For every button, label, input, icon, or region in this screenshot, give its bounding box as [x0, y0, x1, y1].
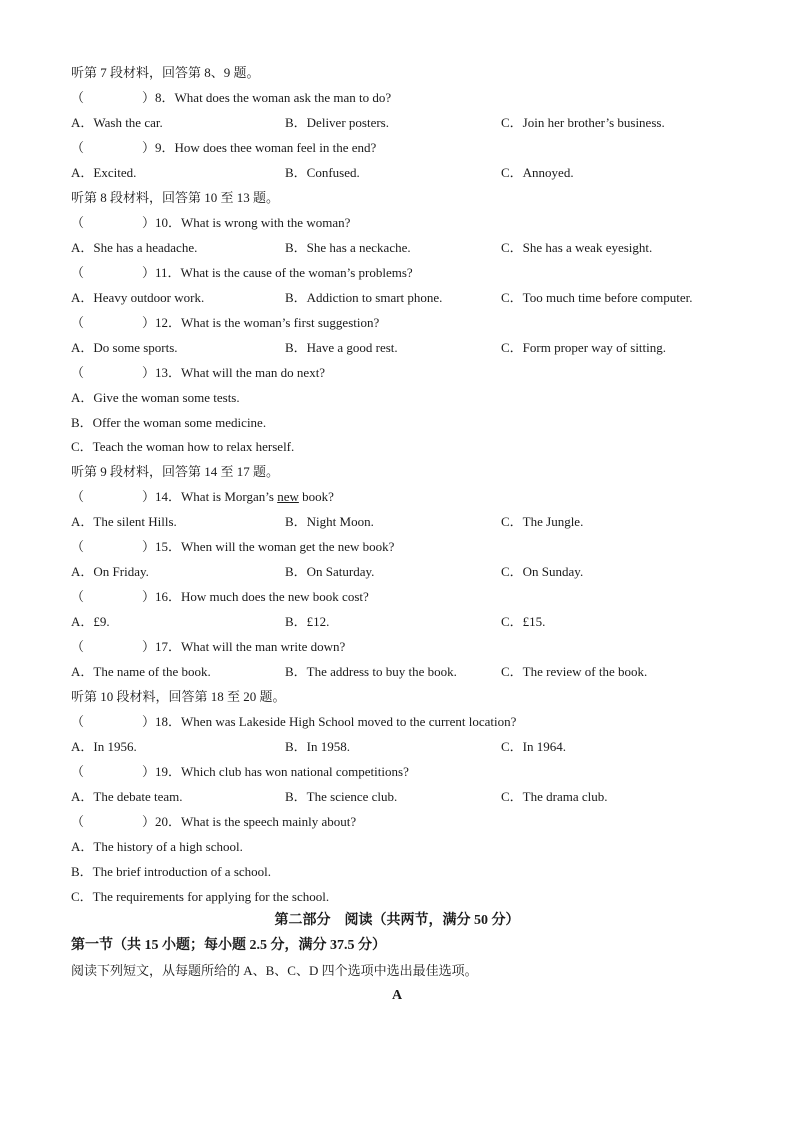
question-number: ）8．	[142, 90, 175, 105]
question-11	[71, 263, 413, 283]
answer-paren: （	[71, 764, 85, 779]
option-c: C．£15.	[501, 614, 546, 629]
option-a: A．She has a headache.	[71, 240, 198, 255]
option-a: A．On Friday.	[71, 564, 149, 579]
question-number: ）11．	[142, 265, 181, 280]
question-number: ）9．	[142, 140, 175, 155]
question-13-option-b	[71, 413, 266, 433]
option-a: A．The history of a high school.	[71, 839, 243, 854]
option-b: B．Night Moon.	[285, 514, 374, 529]
section-heading-8	[71, 188, 279, 208]
option-a: A．Wash the car.	[71, 115, 163, 130]
question-stem: What is the cause of the woman’s problems?	[180, 265, 413, 280]
question-20-option-b	[71, 862, 271, 882]
option-c: C．Join her brother’s business.	[501, 115, 665, 130]
question-stem: When was Lakeside High School moved to the current location?	[181, 714, 517, 729]
answer-paren: （	[71, 90, 85, 105]
option-c: C．Teach the woman how to relax herself.	[71, 439, 295, 454]
answer-paren: （	[71, 215, 85, 230]
question-stem: What will the man write down?	[181, 639, 346, 654]
instruction-text: 阅读下列短文，从每题所给的 A、B、C、D 四个选项中选出最佳选项。	[71, 963, 478, 978]
reading-instruction	[71, 961, 478, 981]
option-b: B．The brief introduction of a school.	[71, 864, 272, 879]
question-12	[71, 313, 379, 333]
question-16	[71, 587, 369, 607]
option-a: A．The name of the book.	[71, 664, 211, 679]
question-number: ）12．	[142, 315, 182, 330]
section-heading-10	[71, 687, 286, 707]
question-number: ）13．	[142, 365, 182, 380]
option-b: B．Deliver posters.	[285, 115, 389, 130]
question-number: ）18．	[142, 714, 182, 729]
option-b: B．Have a good rest.	[285, 340, 398, 355]
option-c: C．The Jungle.	[501, 514, 584, 529]
option-c: C．In 1964.	[501, 739, 567, 754]
answer-paren: （	[71, 140, 85, 155]
part-two-title: 第二部分 阅读（共两节，满分 50 分）	[274, 913, 520, 928]
option-a: A．The debate team.	[71, 789, 183, 804]
option-a: A．Excited.	[71, 165, 137, 180]
option-b: B．Confused.	[285, 165, 360, 180]
question-stem: What is the woman’s first suggestion?	[181, 315, 380, 330]
section-title-text: 第一节（共 15 小题；每小题 2.5 分，满分 37.5 分）	[71, 938, 386, 953]
option-b: B．Offer the woman some medicine.	[71, 415, 267, 430]
option-b: B．£12.	[285, 614, 330, 629]
section-heading-9	[71, 462, 279, 482]
heading-text: 听第 8 段材料，回答第 10 至 13 题。	[71, 190, 280, 205]
question-19	[71, 762, 409, 782]
heading-text: 听第 9 段材料，回答第 14 至 17 题。	[71, 464, 280, 479]
option-b: B．The address to buy the book.	[285, 664, 457, 679]
question-number: ）10．	[142, 215, 182, 230]
heading-text: 听第 7 段材料，回答第 8、9 题。	[71, 65, 260, 80]
question-20	[71, 812, 356, 832]
option-b: B．The science club.	[285, 789, 398, 804]
option-c: C．Too much time before computer.	[501, 290, 693, 305]
answer-paren: （	[71, 639, 85, 654]
option-a: A．In 1956.	[71, 739, 137, 754]
answer-paren: （	[71, 589, 85, 604]
underlined-word: new	[277, 489, 299, 504]
question-stem-end: book?	[298, 489, 334, 504]
answer-paren: （	[71, 365, 85, 380]
option-c: C．The requirements for applying for the school.	[71, 889, 330, 904]
question-13-option-a	[71, 388, 240, 408]
answer-paren: （	[71, 315, 85, 330]
question-14	[71, 487, 334, 507]
question-13	[71, 363, 325, 383]
option-b: B．On Saturday.	[285, 564, 375, 579]
option-c: C．The review of the book.	[501, 664, 648, 679]
question-13-option-c	[71, 437, 294, 457]
question-number: ）15．	[142, 539, 182, 554]
question-20-option-a	[71, 837, 243, 857]
option-b: B．In 1958.	[285, 739, 351, 754]
section-one-title	[71, 936, 386, 956]
question-stem: What is wrong with the woman?	[181, 215, 351, 230]
option-b: B．She has a neckache.	[285, 240, 411, 255]
answer-paren: （	[71, 539, 85, 554]
heading-text: 听第 10 段材料，回答第 18 至 20 题。	[71, 689, 286, 704]
question-stem: What will the man do next?	[181, 365, 326, 380]
option-c: C．The drama club.	[501, 789, 608, 804]
question-20-option-c	[71, 887, 329, 907]
question-stem: Which club has won national competitions?	[181, 764, 409, 779]
question-18	[71, 712, 516, 732]
question-number: ）17．	[142, 639, 182, 654]
question-stem: When will the woman get the new book?	[181, 539, 395, 554]
answer-paren: （	[71, 814, 85, 829]
question-15	[71, 537, 394, 557]
question-stem: What does the woman ask the man to do?	[174, 90, 392, 105]
question-number: ）19．	[142, 764, 182, 779]
section-heading-7	[71, 63, 260, 83]
answer-paren: （	[71, 265, 85, 280]
option-a: A．The silent Hills.	[71, 514, 177, 529]
option-a: A．Do some sports.	[71, 340, 178, 355]
answer-paren: （	[71, 714, 85, 729]
question-9	[71, 138, 376, 158]
option-c: C．On Sunday.	[501, 564, 584, 579]
option-b: B．Addiction to smart phone.	[285, 290, 443, 305]
question-number: ）14．	[142, 489, 182, 504]
option-c: C．Form proper way of sitting.	[501, 340, 667, 355]
question-10	[71, 213, 350, 233]
option-a: A．Heavy outdoor work.	[71, 290, 205, 305]
question-stem: How does thee woman feel in the end?	[174, 140, 377, 155]
question-17	[71, 637, 345, 657]
question-stem: What is the speech mainly about?	[181, 814, 357, 829]
question-number: ）20．	[142, 814, 182, 829]
option-a: A．Give the woman some tests.	[71, 390, 240, 405]
option-c: C．She has a weak eyesight.	[501, 240, 653, 255]
question-stem: How much does the new book cost?	[181, 589, 369, 604]
question-number: ）16．	[142, 589, 182, 604]
option-a: A．£9.	[71, 614, 110, 629]
question-stem: What is Morgan’s	[181, 489, 278, 504]
answer-paren: （	[71, 489, 85, 504]
option-c: C．Annoyed.	[501, 165, 574, 180]
passage-label: A	[391, 988, 403, 1003]
question-8	[71, 88, 391, 108]
